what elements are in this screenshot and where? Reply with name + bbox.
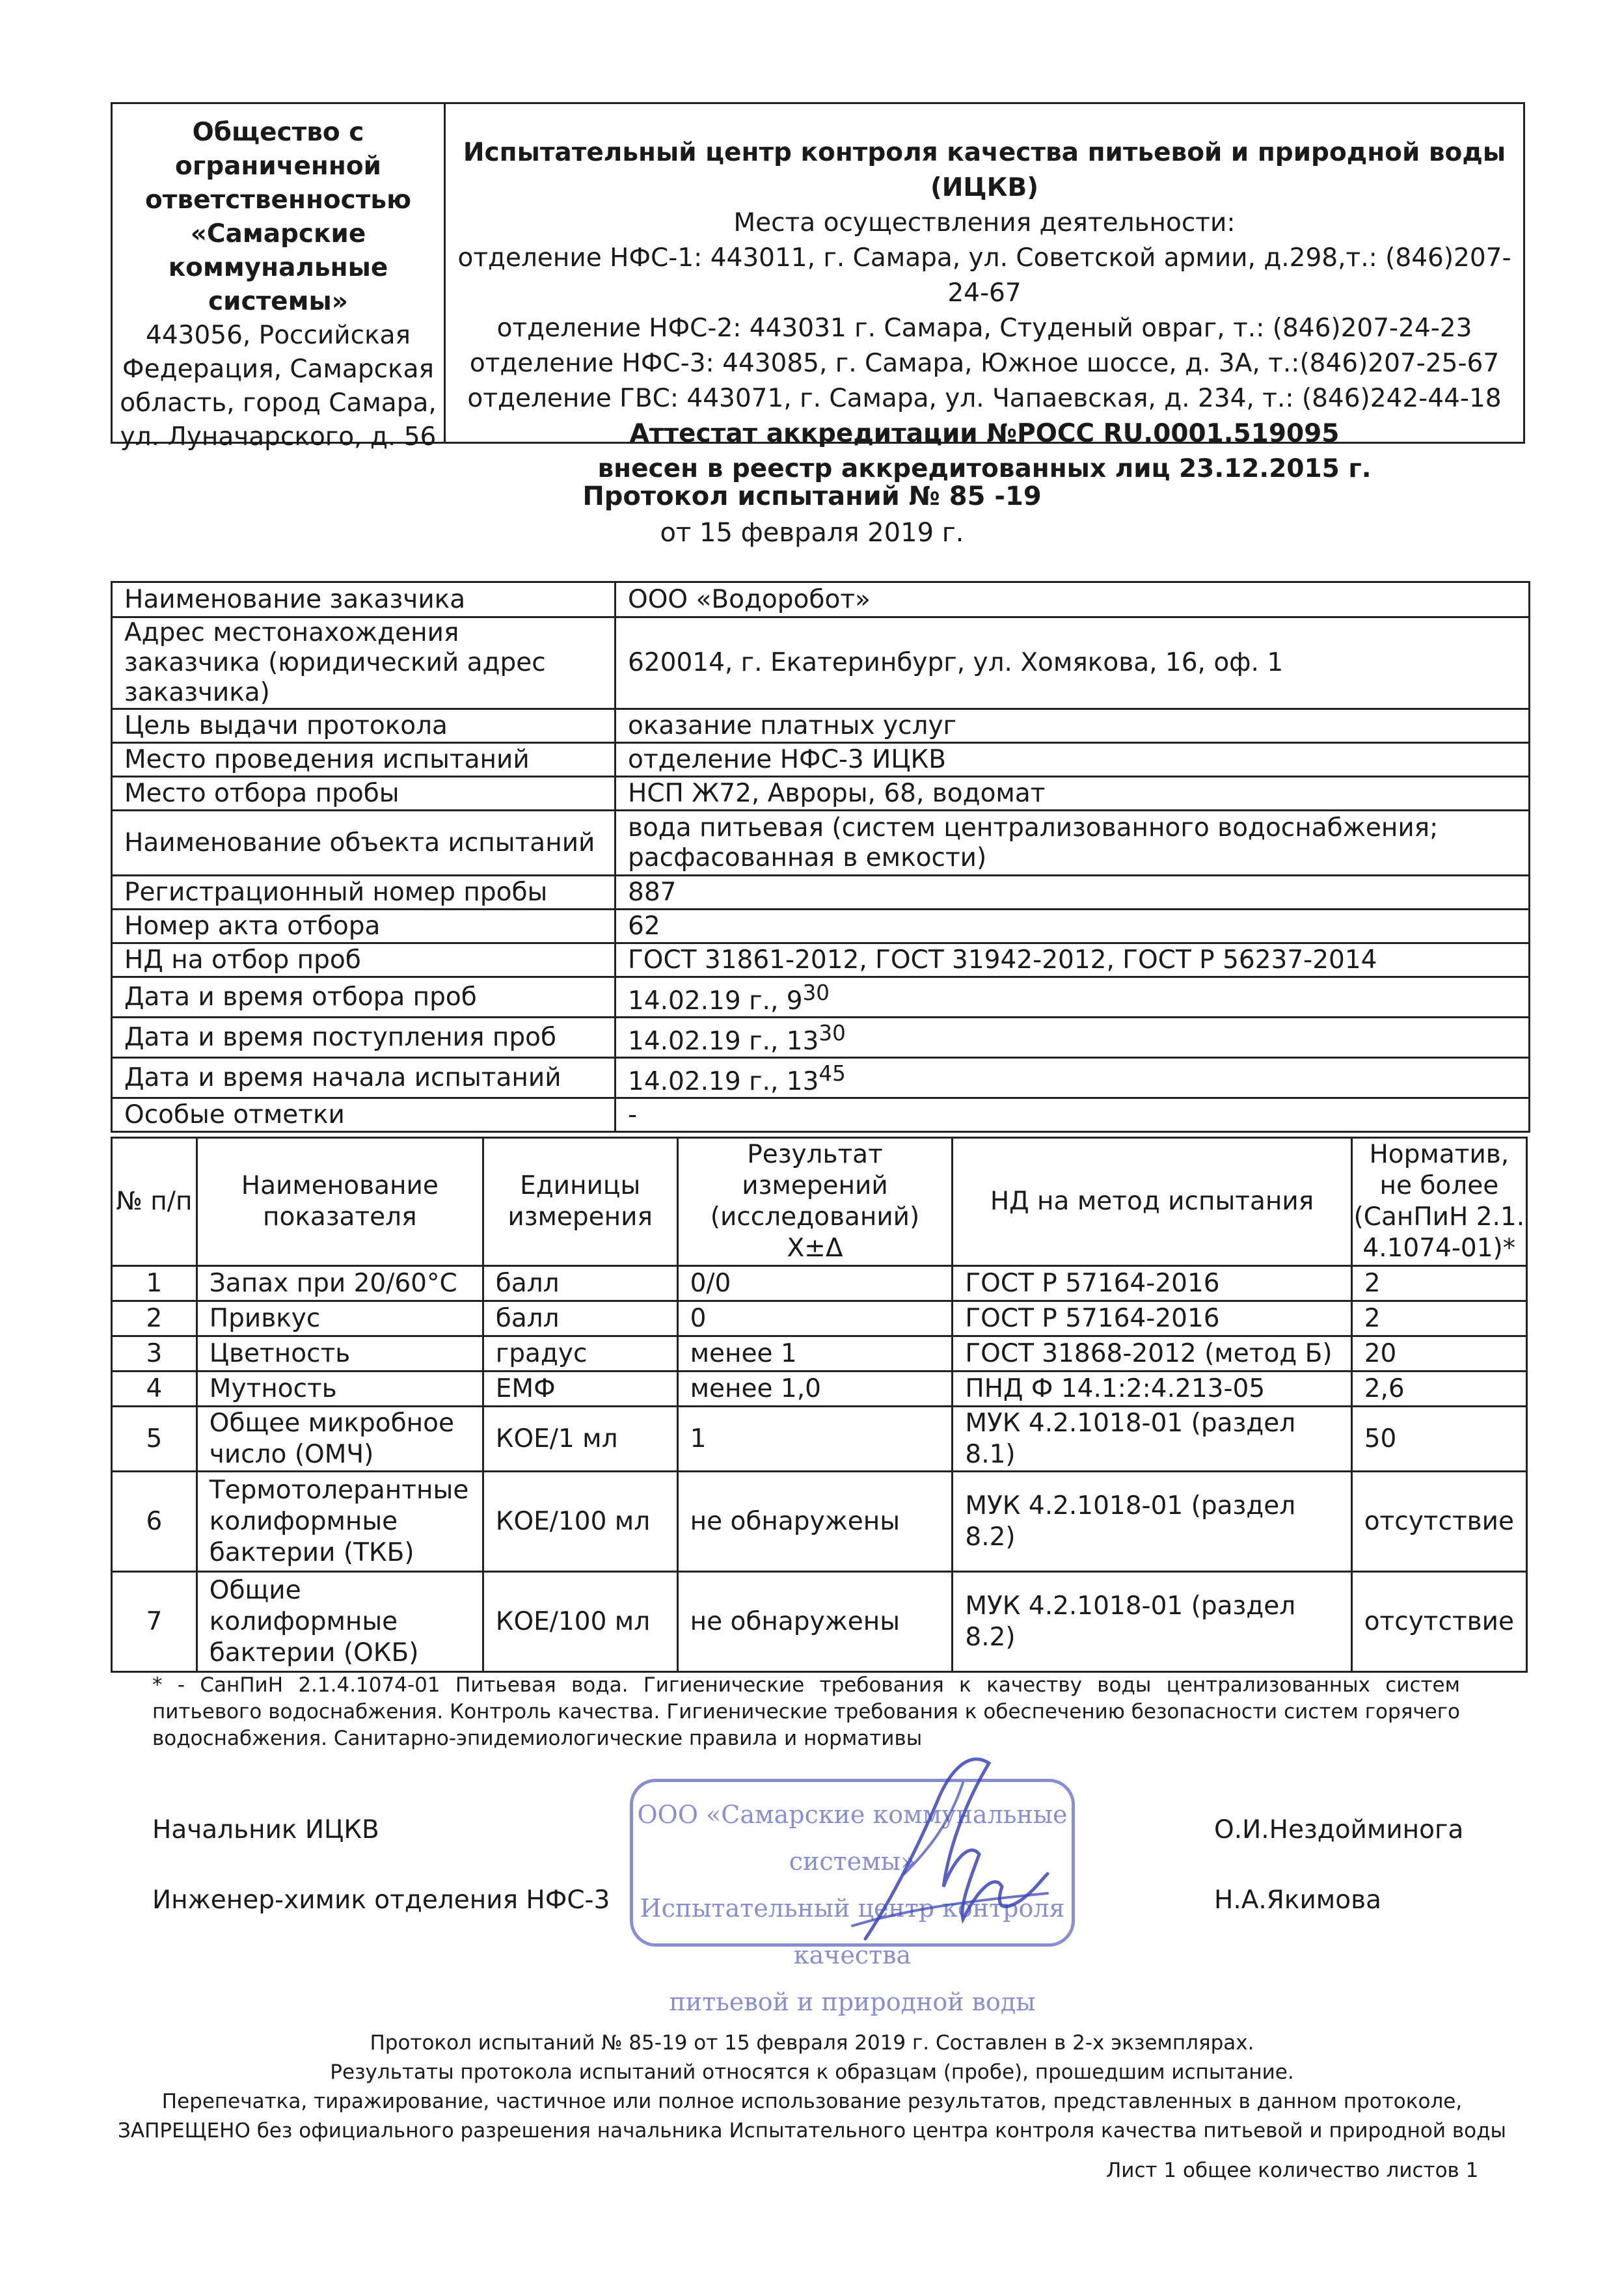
col-header-method: НД на метод испытания: [953, 1138, 1351, 1266]
org-name-line: Общество с: [192, 118, 364, 147]
info-value: 887: [616, 876, 1530, 910]
info-value: ГОСТ 31861-2012, ГОСТ 31942-2012, ГОСТ Р 56237-2014: [616, 943, 1530, 977]
info-key: Особые отметки: [112, 1098, 616, 1132]
row-method: ГОСТ Р 57164-2016: [953, 1266, 1351, 1301]
datetime-minutes: 30: [802, 980, 830, 1005]
datetime-text: 14.02.19 г., 9: [628, 986, 803, 1016]
protocol-date: от 15 февраля 2019 г.: [660, 518, 964, 548]
info-value: оказание платных услуг: [616, 709, 1530, 743]
info-row: [112, 777, 1530, 811]
row-name: Общие колиформные бактерии (ОКБ): [196, 1572, 483, 1672]
row-name: Привкус: [196, 1301, 483, 1336]
info-value: 620014, г. Екатеринбург, ул. Хомякова, 16, оф. 1: [616, 617, 1530, 709]
signature-role-head: Начальник ИЦКВ: [152, 1815, 379, 1844]
table-row: [112, 1371, 1527, 1407]
header-block: [111, 102, 1525, 483]
table-row: [112, 1407, 1527, 1472]
results-table: [111, 1137, 1528, 1673]
info-row: [112, 910, 1530, 943]
info-value: отделение НФС-3 ИЦКВ: [616, 743, 1530, 777]
footnote: * - СанПиН 2.1.4.1074-01 Питьевая вода. Гигиенические требования к качеству воды централизованных систем питьевого водоснабжения. Контроль качества. Гигиенические требования к обеспечению безопасности систем горячего водоснабжения. Санитарно-эпидемиологические правила и нормативы: [152, 1673, 1460, 1750]
info-row: [112, 743, 1530, 777]
info-key: Регистрационный номер пробы: [112, 876, 616, 910]
row-num: 5: [112, 1407, 197, 1472]
row-method: МУК 4.2.1018-01 (раздел 8.1): [953, 1407, 1351, 1472]
lab-abbrev: (ИЦКВ): [930, 173, 1039, 202]
table-row: [112, 1301, 1527, 1336]
info-row: [112, 876, 1530, 910]
row-method: ПНД Ф 14.1:2:4.213-05: [953, 1371, 1351, 1407]
branch-line: отделение НФС-3: 443085, г. Самара, Южное шоссе, д. 3А, т.:(846)207-25-67: [469, 349, 1500, 378]
bottom-line: Результаты протокола испытаний относятся к образцам (пробе), прошедшим испытание.: [330, 2061, 1294, 2084]
info-row: [112, 582, 1530, 617]
info-value: НСП Ж72, Авроры, 68, водомат: [616, 777, 1530, 811]
info-key: Цель выдачи протокола: [112, 709, 616, 743]
sheet-info: Лист 1 общее количество листов 1: [1106, 2159, 1479, 2182]
org-name-line: ограниченной: [175, 152, 381, 181]
col-header-unit: Единицы измерения: [483, 1138, 677, 1266]
info-value: 62: [616, 910, 1530, 943]
row-result: не обнаружены: [677, 1472, 953, 1572]
row-unit: балл: [483, 1266, 677, 1301]
stamp-line: ООО «Самарские коммунальные системы»: [637, 1800, 1068, 1876]
row-unit: КОЕ/100 мл: [483, 1472, 677, 1572]
stamp-line: Испытательный центр контроля качества: [640, 1894, 1065, 1969]
row-method: МУК 4.2.1018-01 (раздел 8.2): [953, 1572, 1351, 1672]
datetime-minutes: 30: [819, 1021, 846, 1046]
org-name-line: системы»: [208, 287, 348, 316]
info-key: Дата и время начала испытаний: [112, 1058, 616, 1098]
accreditation-line: Аттестат аккредитации №РОСС RU.0001.519095: [629, 419, 1340, 448]
row-num: 1: [112, 1266, 197, 1301]
row-result: 1: [677, 1407, 953, 1472]
row-unit: КОЕ/1 мл: [483, 1407, 677, 1472]
row-name: Общее микробное число (ОМЧ): [196, 1407, 483, 1472]
info-key: Дата и время поступления проб: [112, 1018, 616, 1058]
branch-line: отделение НФС-1: 443011, г. Самара, ул. Советской армии, д.298,т.: (846)207-24-67: [457, 243, 1511, 308]
row-result: 0: [677, 1301, 953, 1336]
org-name-line: коммунальные: [168, 253, 388, 282]
row-norm: отсутствие: [1351, 1572, 1526, 1672]
info-row: [112, 1058, 1530, 1098]
info-row: [112, 617, 1530, 709]
info-value: [616, 977, 1530, 1018]
accreditation-line: внесен в реестр аккредитованных лиц 23.12.2015 г.: [597, 454, 1372, 483]
signature-role-engineer: Инженер-химик отделения НФС-3: [152, 1885, 610, 1915]
row-result: менее 1: [677, 1336, 953, 1371]
row-name: Цветность: [196, 1336, 483, 1371]
places-label: Места осуществления деятельности:: [733, 208, 1236, 237]
table-row: [112, 1472, 1527, 1572]
stamp-line: питьевой и природной воды: [669, 1988, 1036, 2016]
row-norm: отсутствие: [1351, 1472, 1526, 1572]
row-num: 2: [112, 1301, 197, 1336]
info-key: Место проведения испытаний: [112, 743, 616, 777]
info-row: [112, 943, 1530, 977]
bottom-line: ЗАПРЕЩЕНО без официального разрешения начальника Испытательного центра контроля качества питьевой и природной воды: [118, 2119, 1506, 2142]
protocol-title: Протокол испытаний № 85 -19: [582, 481, 1042, 511]
col-header-num: № п/п: [112, 1138, 197, 1266]
row-norm: 2: [1351, 1301, 1526, 1336]
row-num: 7: [112, 1572, 197, 1672]
row-result: не обнаружены: [677, 1572, 953, 1672]
info-key: Наименование объекта испытаний: [112, 811, 616, 876]
row-name: Термотолерантные колиформные бактерии (ТКБ): [196, 1472, 483, 1572]
row-num: 6: [112, 1472, 197, 1572]
organization-cell: [113, 104, 446, 452]
info-key: Дата и время отбора проб: [112, 977, 616, 1018]
col-header-norm: Норматив, не более (СанПиН 2.1. 4.1074-01)*: [1351, 1138, 1526, 1266]
row-num: 4: [112, 1371, 197, 1407]
info-value: -: [616, 1098, 1530, 1132]
info-key: НД на отбор проб: [112, 943, 616, 977]
info-row: [112, 1098, 1530, 1132]
org-name-line: ответственностью: [145, 185, 411, 215]
info-key: Номер акта отбора: [112, 910, 616, 943]
info-key: Адрес местонахождения заказчика (юридический адрес заказчика): [112, 617, 616, 709]
datetime-minutes: 45: [819, 1061, 846, 1086]
info-row: [112, 1018, 1530, 1058]
row-result: менее 1,0: [677, 1371, 953, 1407]
org-address-line: область, город Самара,: [120, 388, 437, 418]
row-result: 0/0: [677, 1266, 953, 1301]
info-value: [616, 1018, 1530, 1058]
bottom-notes: [0, 2029, 1624, 2146]
row-method: ГОСТ 31868-2012 (метод Б): [953, 1336, 1351, 1371]
info-row: [112, 977, 1530, 1018]
info-value: [616, 1058, 1530, 1098]
info-row: [112, 811, 1530, 876]
row-unit: балл: [483, 1301, 677, 1336]
row-name: Запах при 20/60°С: [196, 1266, 483, 1301]
row-norm: 50: [1351, 1407, 1526, 1472]
signature-name-engineer: Н.А.Якимова: [1214, 1885, 1381, 1915]
info-key: Место отбора пробы: [112, 777, 616, 811]
signature-name-head: О.И.Нездойминога: [1214, 1815, 1464, 1844]
info-row: [112, 709, 1530, 743]
info-value: ООО «Водоробот»: [616, 582, 1530, 617]
table-row: [112, 1336, 1527, 1371]
results-header-row: [112, 1138, 1527, 1266]
bottom-line: Протокол испытаний № 85-19 от 15 февраля 2019 г. Составлен в 2-х экземплярах.: [370, 2031, 1254, 2055]
lab-title: Испытательный центр контроля качества питьевой и природной воды: [463, 138, 1506, 167]
col-header-result: Результат измерений (исследований) Х±Δ: [677, 1138, 953, 1266]
info-key: Наименование заказчика: [112, 582, 616, 617]
row-norm: 20: [1351, 1336, 1526, 1371]
info-value: вода питьевая (систем централизованного водоснабжения; расфасованная в емкости): [616, 811, 1530, 876]
row-unit: градус: [483, 1336, 677, 1371]
org-address-line: Федерация, Самарская: [122, 355, 434, 384]
org-address-line: 443056, Российская: [146, 321, 411, 350]
branch-line: отделение НФС-2: 443031 г. Самара, Студеный овраг, т.: (846)207-24-23: [496, 314, 1472, 343]
datetime-text: 14.02.19 г., 13: [628, 1027, 819, 1056]
bottom-line: Перепечатка, тиражирование, частичное или полное использование результатов, представленных в данном протоколе,: [161, 2090, 1463, 2113]
datetime-text: 14.02.19 г., 13: [628, 1067, 819, 1096]
org-address-line: ул. Луначарского, д. 56: [120, 422, 437, 452]
row-unit: ЕМФ: [483, 1371, 677, 1407]
table-row: [112, 1572, 1527, 1672]
row-name: Мутность: [196, 1371, 483, 1407]
row-method: МУК 4.2.1018-01 (раздел 8.2): [953, 1472, 1351, 1572]
row-num: 3: [112, 1336, 197, 1371]
handwritten-signature: [839, 1744, 1054, 1958]
info-table: [111, 581, 1530, 1133]
row-method: ГОСТ Р 57164-2016: [953, 1301, 1351, 1336]
row-norm: 2: [1351, 1266, 1526, 1301]
row-norm: 2,6: [1351, 1371, 1526, 1407]
branch-line: отделение ГВС: 443071, г. Самара, ул. Чапаевская, д. 234, т.: (846)242-44-18: [467, 384, 1502, 413]
table-row: [112, 1266, 1527, 1301]
lab-info-cell: [446, 104, 1523, 483]
org-name-line: «Самарские: [190, 219, 366, 249]
col-header-name: Наименование показателя: [196, 1138, 483, 1266]
row-unit: КОЕ/100 мл: [483, 1572, 677, 1672]
